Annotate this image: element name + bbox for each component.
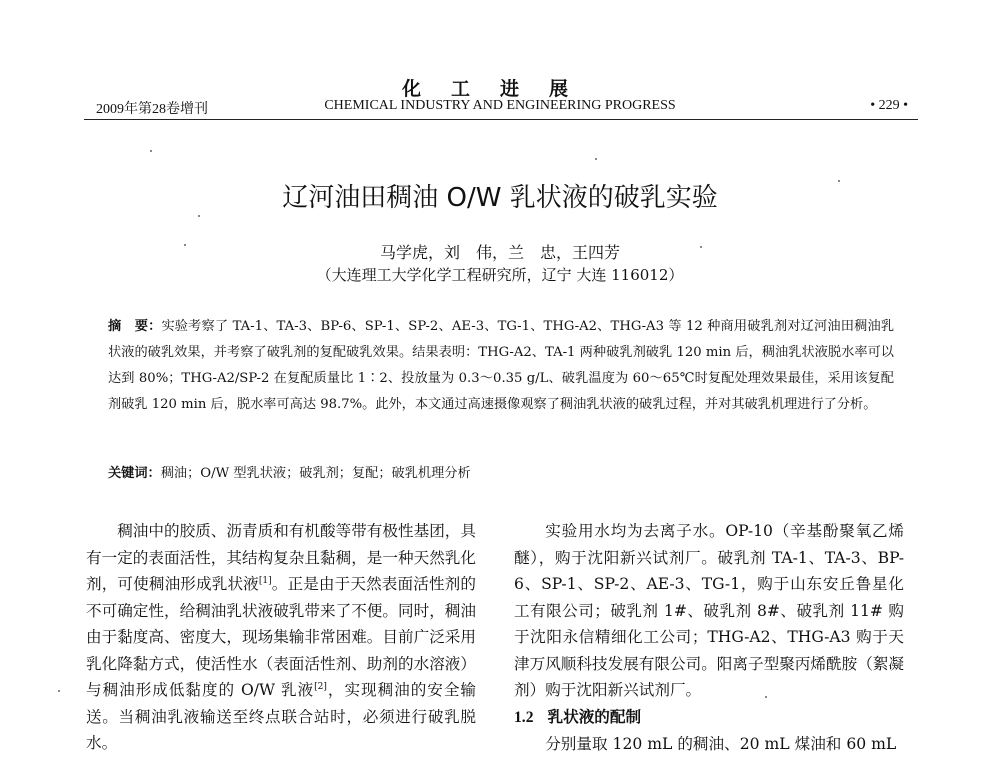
scan-speck: [58, 690, 60, 692]
paragraph-text: 。正是由于天然表面活性剂的不可确定性，给稠油乳状液破乳带来了不便。同时，稠油由于黏度高、密度大，现场集输非常困难。目前广泛采用乳化降黏方式，使活性水（表面活性剂、助剂的水溶液）与稠油形成低黏度的 O/W 乳液: [86, 575, 476, 699]
paragraph: [86, 518, 476, 757]
section-heading: [514, 704, 904, 732]
abstract: [108, 314, 894, 418]
body-column-left: [86, 518, 476, 757]
paragraph: 分别量取 120 mL 的稠油、20 mL 煤油和 60 mL: [545, 735, 897, 753]
journal-name-english: CHEMICAL INDUSTRY AND ENGINEERING PROGRESS: [324, 98, 676, 113]
paragraph: 实验用水均为去离子水。OP-10（辛基酚聚氧乙烯醚），购于沈阳新兴试剂厂。破乳剂 TA-1、TA-3、BP-6、SP-1、SP-2、AE-3、TG-1，购于山东安丘鲁星化工有限公司；破乳剂 1#、破乳剂 8#、破乳剂 11# 购于沈阳永信精细化工公司；THG-A2、THG-A3 购于天津万风顺科技发展有限公司。阳离子型聚丙烯酰胺（絮凝剂）购于沈阳新兴试剂厂。: [514, 522, 904, 699]
page-number: • 229 •: [870, 98, 908, 113]
paragraph-text: 稠油中的胶质、沥青质和有机酸等带有极性基团，具有一定的表面活性，其结构复杂且黏稠，是一种天然乳化剂，可使稠油形成乳状液: [86, 522, 476, 593]
section-number: 1.2: [514, 708, 534, 726]
body-column-right: [514, 518, 904, 758]
scan-speck: [700, 246, 702, 248]
keywords: [108, 462, 894, 481]
scan-speck: [838, 180, 840, 182]
keywords-label: 关键词：: [108, 466, 161, 481]
citation-ref: [2]: [314, 682, 327, 692]
journal-name-chinese: 化工进展: [401, 78, 598, 100]
paragraph-text: ，实现稠油的安全输送。当稠油乳液输送至终点联合站时，必须进行破乳脱水。: [86, 681, 476, 752]
keywords-text: 稠油；O/W 型乳状液；破乳剂；复配；破乳机理分析: [160, 466, 471, 481]
scan-speck: [595, 158, 597, 160]
article-authors: 马学虎，刘 伟，兰 忠，王四芳: [379, 243, 620, 262]
scan-speck: [150, 150, 152, 152]
abstract-text: 实验考察了 TA-1、TA-3、BP-6、SP-1、SP-2、AE-3、TG-1、THG-A2、THG-A3 等 12 种商用破乳剂对辽河油田稠油乳状液的破乳效果，并考察了破乳剂的复配破乳效果。结果表明：THG-A2、TA-1 两种破乳剂破乳 120 min 后，稠油乳状液脱水率可以达到 80%；THG-A2/SP-2 在复配质量比 1∶2、投放量为 0.3～0.35 g/L、破乳温度为 60～65℃时复配处理效果最佳，采用该复配剂破乳 120 min 后，脱水率可高达 98.7%。此外，本文通过高速摄像观察了稠油乳状液的破乳过程，并对其破乳机理进行了分析。: [108, 319, 895, 412]
issue-info: 2009年第28卷增刊: [96, 102, 208, 117]
header-rule: [84, 119, 918, 120]
scan-speck: [184, 244, 186, 246]
abstract-label: 摘 要：: [108, 319, 162, 334]
section-title: 乳状液的配制: [547, 706, 642, 726]
scan-speck: [765, 696, 767, 698]
article-title: 辽河油田稠油 O/W 乳状液的破乳实验: [282, 183, 718, 213]
citation-ref: [1]: [258, 576, 272, 586]
scan-speck: [198, 215, 200, 217]
article-affiliation: （大连理工大学化学工程研究所，辽宁 大连 116012）: [316, 266, 684, 284]
